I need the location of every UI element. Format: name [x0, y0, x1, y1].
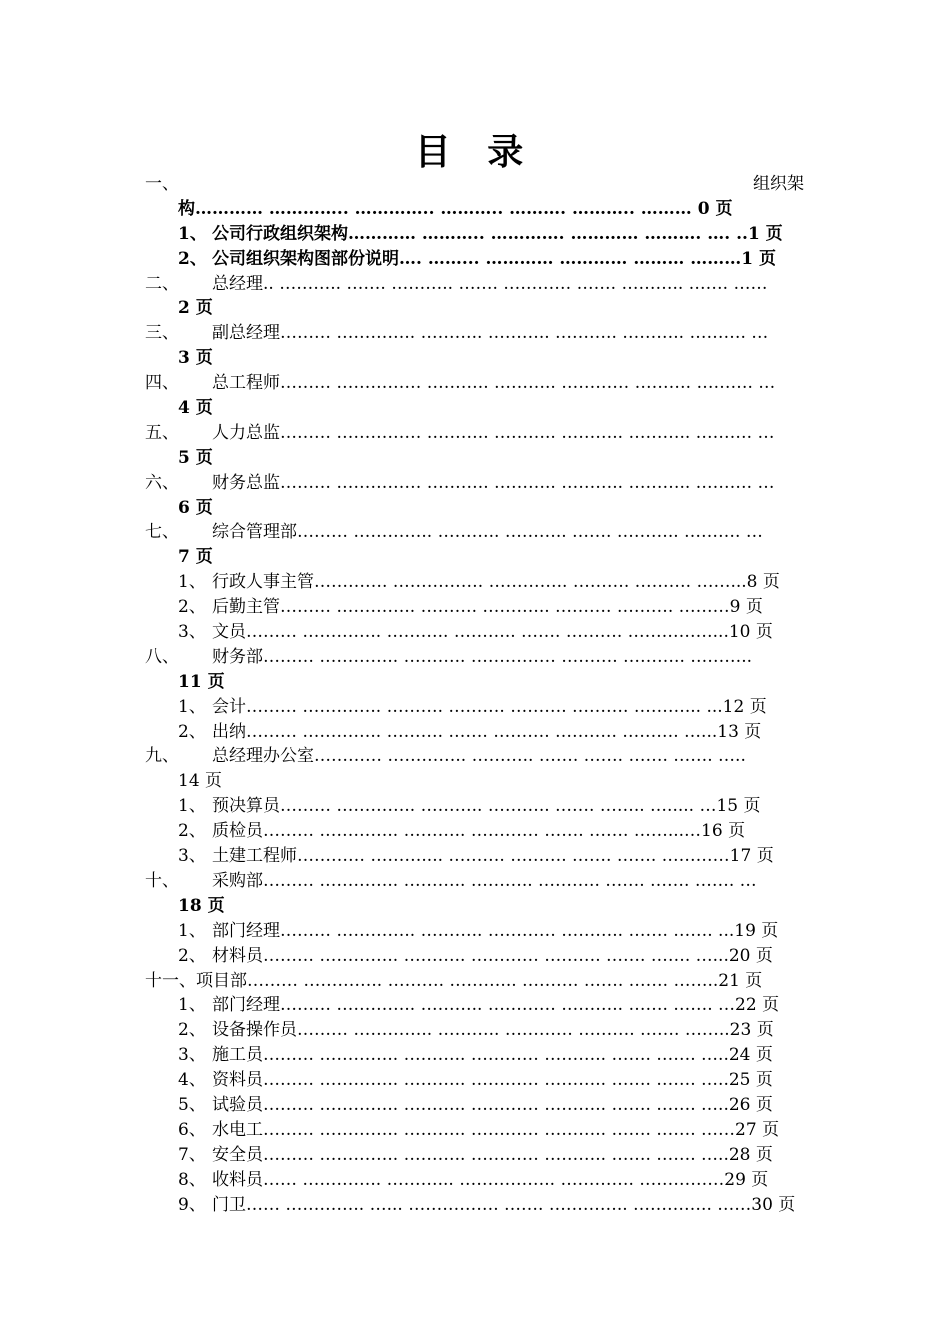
- toc-page-ref: [0, 894, 950, 919]
- toc-entry-1: [0, 172, 950, 197]
- toc-page-number: 11 页: [178, 671, 225, 692]
- toc-entry-7-3: [0, 620, 950, 645]
- toc-entry-text: 质检员……… ………….. ……….. ………… ……. ……. ……...…16 页: [212, 821, 746, 842]
- toc-entry-11-4: [0, 1068, 950, 1093]
- toc-number: 5、: [178, 1094, 206, 1115]
- toc-entry-text: 总经理办公室………… ………….. ……….. ……. ……. ……. ……. …..: [212, 746, 746, 767]
- toc-entry-11-1: [0, 993, 950, 1018]
- toc-number: 四、: [145, 373, 179, 394]
- toc-entry-text: 资料员……… ………….. ……….. ………… ……….. ……. ……. …..25 页: [212, 1070, 773, 1091]
- toc-number: 3、: [178, 846, 206, 867]
- toc-page-ref: [0, 769, 950, 794]
- toc-entry-text: 总经理.. ……….. ……. ……….. ……. ………… ……. ……….. ……. ……: [212, 273, 768, 294]
- toc-number: 1、: [178, 572, 206, 593]
- toc-number: 6、: [178, 1119, 206, 1140]
- table-of-contents: [0, 172, 950, 1217]
- toc-entry-text: 财务部……… ………….. ……….. …………… ………. ……….. ………..: [212, 646, 753, 667]
- toc-entry-2: [0, 272, 950, 297]
- toc-number: 7、: [178, 1144, 206, 1165]
- toc-entry-text: 门卫…… ………….. …... ……………. ……. ………….. ………….. ……30 页: [212, 1194, 796, 1215]
- toc-entry-text: 人力总监……… …………… ……….. ……….. ……….. ……….. ………. …: [212, 422, 775, 443]
- toc-entry-1-1: [0, 222, 950, 247]
- toc-page-number: 14 页: [178, 771, 223, 792]
- toc-entry-11-2: [0, 1018, 950, 1043]
- toc-entry-7-1: [0, 570, 950, 595]
- toc-entry-text: 财务总监……… …………… ……….. ……….. ……….. ……….. ………. …: [212, 472, 775, 493]
- toc-page-number: 4 页: [178, 398, 213, 419]
- toc-entry-text: 土建工程师………… ……….... ………. ………. ……. ……. …………17 页: [212, 846, 774, 867]
- toc-entry-text: 十一、项目部……… ………….. ………. ………... ………. ……. ……. ……..21 页: [145, 970, 763, 991]
- toc-entry-text: 后勤主管……… ………….. ………. ………... ………. ………. ………9 页: [212, 597, 763, 618]
- toc-entry-text: 总工程师……… …………… ……….. ……….. ………… ………. ………. …: [212, 373, 776, 394]
- toc-entry-11-3: [0, 1043, 950, 1068]
- toc-number: 1、: [178, 995, 206, 1016]
- toc-entry-text: 公司行政组织架构………… ……….. …………. ………… ………. …. ..1 页: [212, 223, 783, 244]
- toc-number: 3、: [178, 1045, 206, 1066]
- toc-entry-8-1: [0, 695, 950, 720]
- toc-number: 2、: [178, 597, 206, 618]
- toc-entry-9-1: [0, 794, 950, 819]
- toc-page-ref: [0, 296, 950, 321]
- toc-number: 2、: [178, 721, 206, 742]
- toc-entry-text: 综合管理部……… ………….. ……….. ……….. ……. ……….. ………. …: [212, 522, 763, 543]
- toc-page-ref: [0, 396, 950, 421]
- toc-page-number: 5 页: [178, 447, 213, 468]
- toc-entry-11-5: [0, 1093, 950, 1118]
- toc-page-number: 7 页: [178, 547, 213, 568]
- toc-entry-text: 采购部……… ………….. ……….. ……….. ……….. ……. ……. ……. …: [212, 870, 757, 891]
- toc-entry-7: [0, 520, 950, 545]
- toc-entry-text: 安全员……… ………….. ……….. ………… ……….. ……. ……. …..28 页: [212, 1144, 773, 1165]
- toc-entry-text: 试验员……… ………….. ……….. ………… ……….. ……. ……. …..26 页: [212, 1094, 773, 1115]
- toc-number: 八、: [145, 646, 179, 667]
- toc-entry-text: 设备操作员……… ………….. ……….. ………… ………. ……. ……..23 页: [212, 1020, 774, 1041]
- toc-page-number: 2 页: [178, 298, 213, 319]
- toc-number: 1、: [178, 796, 206, 817]
- toc-entry-text: 部门经理……… ………….. ……….. ………… ……….. ……. ……. ...19 页: [212, 920, 779, 941]
- toc-entry-10: [0, 869, 950, 894]
- toc-entry-text: 部门经理……… ………….. ……….. ………… ……….. ……. ……. …22 页: [212, 995, 780, 1016]
- toc-entry-text: 材料员……… ………….. ……….. ………… ………. ……. ……. …...20 页: [212, 945, 773, 966]
- toc-entry-1-2: [0, 247, 950, 272]
- toc-number: 五、: [145, 422, 179, 443]
- toc-entry-9: [0, 744, 950, 769]
- toc-entry-text: 会计……… ………….. ………. ………. ………. ………. ………... ...12 页: [212, 696, 767, 717]
- toc-number: 1、: [178, 920, 206, 941]
- toc-entry-6: [0, 471, 950, 496]
- toc-entry-text: 收料员…… ………….. ………... …………….. …………. ……………29 页: [212, 1169, 769, 1190]
- toc-number: 2、: [178, 248, 207, 269]
- toc-number: 3、: [178, 622, 206, 643]
- toc-number: 六、: [145, 472, 179, 493]
- toc-number: 9、: [178, 1194, 206, 1215]
- toc-entry-11-7: [0, 1143, 950, 1168]
- toc-entry-9-3: [0, 844, 950, 869]
- toc-entry-text: 水电工……… ………….. ……….. ………… ……….. ……. ……. ……27 页: [212, 1119, 780, 1140]
- toc-number: 三、: [145, 323, 179, 344]
- toc-entry-5: [0, 421, 950, 446]
- toc-entry-11-8: [0, 1168, 950, 1193]
- toc-number: 2、: [178, 1020, 206, 1041]
- toc-page-number: 6 页: [178, 497, 213, 518]
- toc-entry-text: 施工员……… ………….. ……….. ………… ……….. ……. ……. …..24 页: [212, 1045, 773, 1066]
- toc-entry-10-2: [0, 944, 950, 969]
- toc-entry-text: 公司组织架构图部份说明…. ……... ………… ………… ……… ………1 页: [212, 248, 777, 269]
- toc-entry-11-6: [0, 1118, 950, 1143]
- toc-entry-4: [0, 371, 950, 396]
- toc-entry-text: 构………… ………….. ………….. ……….. ………. ……….. ……… 0 页: [178, 198, 733, 219]
- toc-page-ref: [0, 346, 950, 371]
- toc-entry-text: 文员……… ………….. ……….. ……….. ……. ………. ……………...10 页: [212, 622, 773, 643]
- toc-entry-text: 出纳……… ………….. ………. ……. ………. ……….. ………. …...13 页: [212, 721, 762, 742]
- toc-entry-11: [0, 969, 950, 994]
- toc-number: 8、: [178, 1169, 206, 1190]
- toc-number: 九、: [145, 746, 179, 767]
- toc-number: 4、: [178, 1070, 206, 1091]
- toc-page-ref: [0, 670, 950, 695]
- toc-entry-8-2: [0, 720, 950, 745]
- toc-number: 二、: [145, 273, 179, 294]
- toc-number: 1、: [178, 223, 207, 244]
- toc-entry-11-9: [0, 1193, 950, 1218]
- toc-entry-9-2: [0, 819, 950, 844]
- toc-entry-text: 预决算员……… ………….. ……….. ……….. ……. …….. …..... …15 页: [212, 796, 761, 817]
- toc-number: 十、: [145, 870, 179, 891]
- toc-number: 一、: [145, 174, 179, 194]
- toc-entry-10-1: [0, 919, 950, 944]
- toc-entry-7-2: [0, 595, 950, 620]
- toc-entry-text: 行政人事主管…………. ……………. ………….. ………. ………. ……...8 页: [212, 572, 780, 593]
- toc-page-ref: [0, 545, 950, 570]
- toc-entry-text: 副总经理……… ………….. ……….. ……….. ……….. ……….. ………. …: [212, 323, 769, 344]
- toc-number: 2、: [178, 945, 206, 966]
- toc-entry-text: 组织架: [753, 174, 804, 194]
- toc-entry-8: [0, 645, 950, 670]
- toc-number: 1、: [178, 696, 206, 717]
- toc-title: 目 录: [414, 131, 536, 173]
- toc-page-ref: [0, 496, 950, 521]
- toc-entry-3: [0, 321, 950, 346]
- toc-page-number: 3 页: [178, 348, 213, 369]
- toc-page-ref: [0, 446, 950, 471]
- toc-number: 2、: [178, 821, 206, 842]
- toc-page-number: 18 页: [178, 895, 225, 916]
- toc-entry-1-cont: [0, 197, 950, 222]
- toc-number: 七、: [145, 522, 179, 543]
